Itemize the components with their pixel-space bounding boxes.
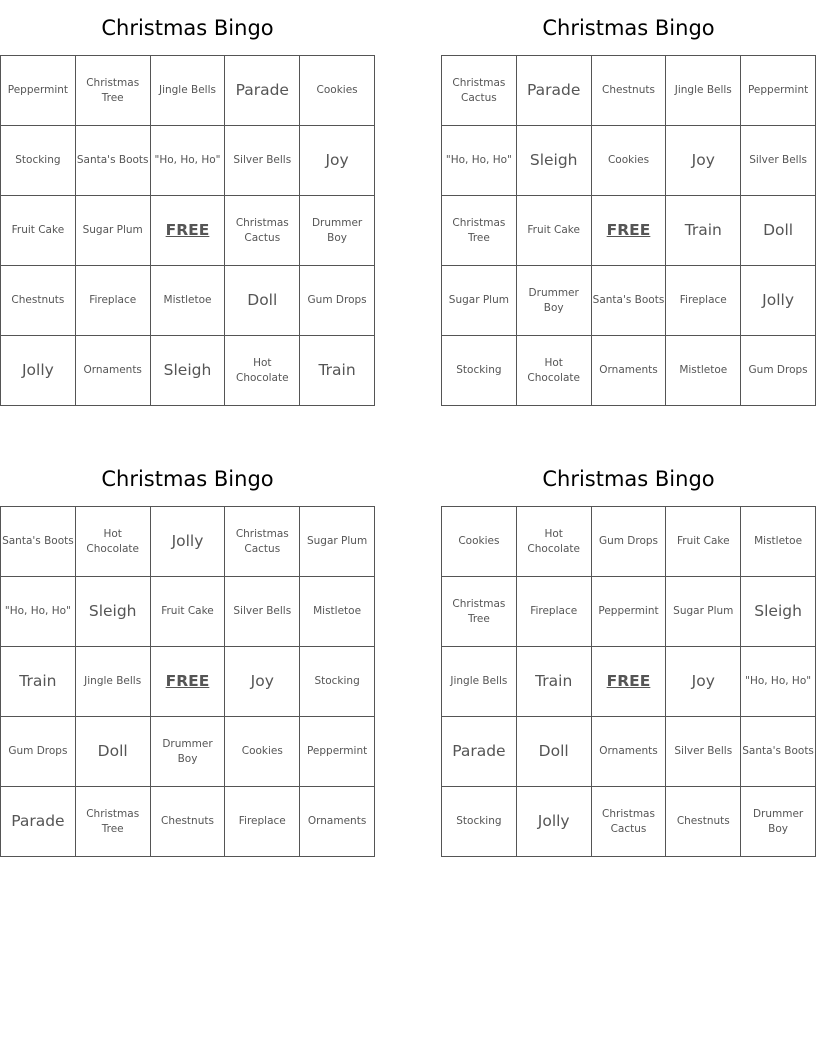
bingo-cell: Fireplace <box>225 787 300 857</box>
bingo-cell: Gum Drops <box>592 507 667 577</box>
bingo-cell: Train <box>517 647 592 717</box>
bingo-cell: Joy <box>225 647 300 717</box>
free-space-cell: FREE <box>151 647 226 717</box>
bingo-cell: Gum Drops <box>1 717 76 787</box>
bingo-cell: Jolly <box>741 266 816 336</box>
bingo-cell: Santa's Boots <box>76 126 151 196</box>
bingo-cell: Jolly <box>151 507 226 577</box>
bingo-cell: Stocking <box>442 336 517 406</box>
bingo-cell: Ornaments <box>300 787 375 857</box>
card-title: Christmas Bingo <box>101 16 274 40</box>
bingo-cell: Train <box>666 196 741 266</box>
bingo-cell: "Ho, Ho, Ho" <box>1 577 76 647</box>
bingo-cell: Chestnuts <box>592 56 667 126</box>
bingo-cell: Hot Chocolate <box>517 336 592 406</box>
bingo-cell: Fruit Cake <box>151 577 226 647</box>
bingo-cell: Silver Bells <box>225 126 300 196</box>
bingo-cell: Parade <box>225 56 300 126</box>
bingo-cell: Santa's Boots <box>592 266 667 336</box>
bingo-card-1 <box>0 0 375 406</box>
bingo-cell: Peppermint <box>741 56 816 126</box>
card-title: Christmas Bingo <box>542 16 715 40</box>
bingo-cell: Fireplace <box>517 577 592 647</box>
bingo-cell: Joy <box>300 126 375 196</box>
bingo-grid <box>441 55 816 406</box>
bingo-cell: Cookies <box>442 507 517 577</box>
bingo-cell: "Ho, Ho, Ho" <box>442 126 517 196</box>
bingo-cell: Gum Drops <box>741 336 816 406</box>
bingo-cell: Ornaments <box>76 336 151 406</box>
bingo-cell: Doll <box>517 717 592 787</box>
bingo-cell: Sugar Plum <box>442 266 517 336</box>
bingo-cell: Silver Bells <box>666 717 741 787</box>
bingo-cell: Stocking <box>442 787 517 857</box>
bingo-cell: Hot Chocolate <box>517 507 592 577</box>
bingo-cell: Christmas Cactus <box>442 56 517 126</box>
bingo-cell: Sleigh <box>76 577 151 647</box>
bingo-cell: Ornaments <box>592 717 667 787</box>
card-title: Christmas Bingo <box>542 467 715 491</box>
bingo-card-4 <box>441 451 816 857</box>
bingo-cell: Sleigh <box>151 336 226 406</box>
bingo-cell: Joy <box>666 126 741 196</box>
bingo-cell: Silver Bells <box>741 126 816 196</box>
bingo-cell: Doll <box>225 266 300 336</box>
bingo-cell: Christmas Tree <box>76 56 151 126</box>
bingo-grid <box>0 55 375 406</box>
bingo-cell: Sleigh <box>741 577 816 647</box>
bingo-cell: Jolly <box>1 336 76 406</box>
bingo-cell: Peppermint <box>300 717 375 787</box>
bingo-cell: Hot Chocolate <box>225 336 300 406</box>
bingo-cell: Mistletoe <box>151 266 226 336</box>
bingo-cell: Fireplace <box>666 266 741 336</box>
bingo-cell: Fruit Cake <box>1 196 76 266</box>
bingo-cell: Fruit Cake <box>666 507 741 577</box>
bingo-cell: Sugar Plum <box>300 507 375 577</box>
bingo-cell: Cookies <box>225 717 300 787</box>
bingo-cell: Parade <box>517 56 592 126</box>
bingo-cell: Parade <box>1 787 76 857</box>
bingo-cell: Christmas Tree <box>76 787 151 857</box>
bingo-cell: Jingle Bells <box>151 56 226 126</box>
bingo-cell: Sugar Plum <box>666 577 741 647</box>
free-space-cell: FREE <box>151 196 226 266</box>
bingo-cell: Drummer Boy <box>151 717 226 787</box>
bingo-cell: "Ho, Ho, Ho" <box>741 647 816 717</box>
bingo-cell: Christmas Cactus <box>225 507 300 577</box>
bingo-cell: Jingle Bells <box>442 647 517 717</box>
bingo-cell: Fruit Cake <box>517 196 592 266</box>
bingo-cell: Santa's Boots <box>741 717 816 787</box>
bingo-cell: Drummer Boy <box>300 196 375 266</box>
bingo-cell: Chestnuts <box>666 787 741 857</box>
bingo-cell: Ornaments <box>592 336 667 406</box>
bingo-cell: Cookies <box>300 56 375 126</box>
bingo-cell: Drummer Boy <box>741 787 816 857</box>
bingo-cell: Doll <box>741 196 816 266</box>
bingo-card-3 <box>0 451 375 857</box>
bingo-cell: Santa's Boots <box>1 507 76 577</box>
bingo-cell: Christmas Cactus <box>225 196 300 266</box>
bingo-cell: Christmas Tree <box>442 577 517 647</box>
bingo-cell: Jolly <box>517 787 592 857</box>
bingo-cell: Stocking <box>300 647 375 717</box>
bingo-cell: Joy <box>666 647 741 717</box>
bingo-cell: Christmas Tree <box>442 196 517 266</box>
bingo-cell: Silver Bells <box>225 577 300 647</box>
bingo-cell: Mistletoe <box>741 507 816 577</box>
bingo-grid <box>441 506 816 857</box>
bingo-cell: "Ho, Ho, Ho" <box>151 126 226 196</box>
bingo-cell: Drummer Boy <box>517 266 592 336</box>
bingo-cell: Stocking <box>1 126 76 196</box>
bingo-cell: Hot Chocolate <box>76 507 151 577</box>
bingo-cell: Mistletoe <box>666 336 741 406</box>
bingo-cell: Gum Drops <box>300 266 375 336</box>
card-title: Christmas Bingo <box>101 467 274 491</box>
free-space-cell: FREE <box>592 196 667 266</box>
bingo-cell: Mistletoe <box>300 577 375 647</box>
bingo-cell: Peppermint <box>1 56 76 126</box>
bingo-cell: Peppermint <box>592 577 667 647</box>
bingo-cell: Sugar Plum <box>76 196 151 266</box>
bingo-cell: Fireplace <box>76 266 151 336</box>
bingo-cell: Parade <box>442 717 517 787</box>
bingo-cell: Train <box>300 336 375 406</box>
bingo-cell: Cookies <box>592 126 667 196</box>
bingo-cell: Jingle Bells <box>76 647 151 717</box>
bingo-card-2 <box>441 0 816 406</box>
bingo-cell: Chestnuts <box>1 266 76 336</box>
bingo-cell: Train <box>1 647 76 717</box>
bingo-cell: Sleigh <box>517 126 592 196</box>
bingo-cell: Jingle Bells <box>666 56 741 126</box>
bingo-cell: Chestnuts <box>151 787 226 857</box>
bingo-grid <box>0 506 375 857</box>
bingo-cell: Doll <box>76 717 151 787</box>
free-space-cell: FREE <box>592 647 667 717</box>
bingo-cell: Christmas Cactus <box>592 787 667 857</box>
